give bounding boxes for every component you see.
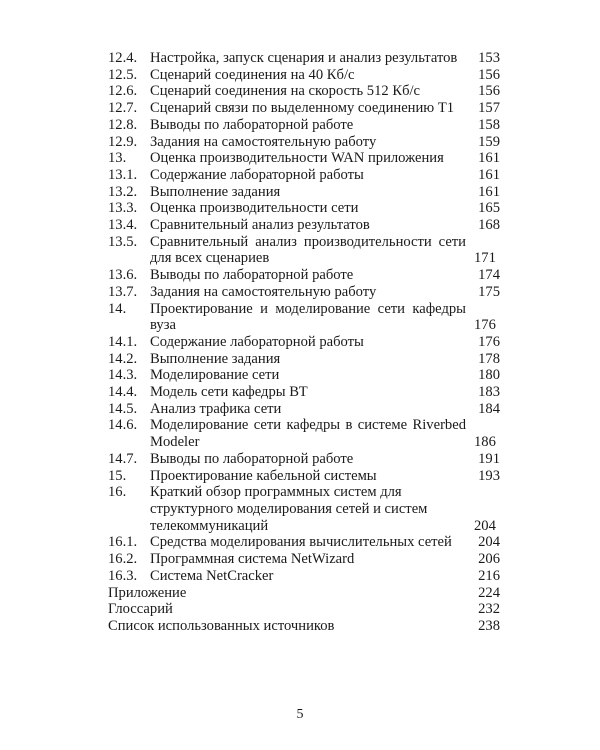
toc-entry-title: Выполнение задания [150, 350, 281, 367]
toc-entry-title: Средства моделирования вычислительных сетей [150, 534, 452, 551]
toc-entry-page: 156 [478, 66, 500, 83]
toc-entry-page: 171 [474, 250, 496, 267]
toc-entry-page: 165 [478, 200, 500, 217]
toc-entry-title: Оценка производительности WAN приложения [150, 150, 444, 167]
toc-entry-number: 16.3. [108, 567, 138, 584]
toc-entry[interactable] [108, 551, 500, 568]
toc-entry-page: 216 [478, 567, 500, 584]
toc-entry-page: 232 [478, 601, 500, 618]
toc-entry[interactable] [108, 83, 500, 100]
toc-entry[interactable] [108, 401, 500, 418]
toc-entry-number: 16.2. [108, 551, 138, 568]
toc-entry-title-line: Проектирование и моделирование сети кафедры [150, 300, 466, 317]
toc-entry-number: 13.1. [108, 166, 138, 183]
toc-entry-title-line: телекоммуникаций [150, 517, 269, 534]
toc-entry-title: Задания на самостоятельную работу [150, 283, 377, 300]
toc-entry-title: Список использованных источников [108, 617, 335, 634]
toc-entry[interactable] [108, 284, 500, 301]
toc-entry-title: Анализ трафика сети [150, 400, 282, 417]
toc-entry-title [150, 234, 500, 267]
toc-entry[interactable] [108, 167, 500, 184]
toc-entry-page: 175 [478, 283, 500, 300]
toc-entry-page: 168 [478, 217, 500, 234]
toc-entry[interactable] [108, 601, 500, 618]
toc-entry-title-line: вуза [150, 317, 176, 334]
toc-entry-title [150, 484, 500, 534]
toc-entry-number: 12.7. [108, 100, 138, 117]
page-number: 5 [296, 707, 304, 722]
toc-entry[interactable] [108, 534, 500, 551]
toc-entry-title: Настройка, запуск сценария и анализ результатов [150, 50, 458, 66]
toc-entry-page: 159 [478, 133, 500, 150]
toc-entry-number: 14.2. [108, 350, 138, 367]
toc-entry-page: 193 [478, 467, 500, 484]
toc-entry-number: 14.1. [108, 333, 138, 350]
toc-entry[interactable] [108, 334, 500, 351]
toc-entry[interactable] [108, 100, 500, 117]
toc-entry[interactable] [108, 351, 500, 368]
toc-entry-number: 13.3. [108, 200, 138, 217]
toc-entry-title-line: Моделирование сети кафедры в системе Riverbed [150, 417, 466, 434]
toc-entry-number: 16. [108, 484, 127, 501]
toc-entry-title: Выводы по лабораторной работе [150, 116, 354, 133]
toc-entry-number: 13.7. [108, 283, 138, 300]
toc-entry[interactable] [108, 568, 500, 585]
toc-entry-page: 224 [478, 584, 500, 601]
toc-entry-number: 14.6. [108, 417, 138, 434]
toc-entry-number: 15. [108, 467, 127, 484]
toc-entry[interactable] [108, 184, 500, 201]
toc-entry-number: 13.2. [108, 183, 138, 200]
toc-entry-title: Моделирование сети [150, 367, 280, 384]
toc-entry-page: 156 [478, 83, 500, 100]
toc-entry[interactable] [108, 267, 500, 284]
toc-entry-number: 14. [108, 300, 127, 317]
toc-entry[interactable] [108, 484, 500, 534]
toc-entry[interactable] [108, 117, 500, 134]
toc-entry-title: Выводы по лабораторной работе [150, 450, 354, 467]
toc-entry-title-line: Сравнительный анализ производительности сети [150, 233, 466, 250]
toc-entry-number: 14.3. [108, 367, 138, 384]
toc-entry-page: 191 [478, 450, 500, 467]
toc-entry[interactable] [108, 417, 500, 450]
toc-entry[interactable] [108, 384, 500, 401]
toc-entry-title: Сценарий соединения на скорость 512 Кб/с [150, 83, 421, 100]
toc-entry-number: 12.4. [108, 50, 138, 66]
toc-entry-title: Система NetCracker [150, 567, 274, 584]
toc-entry-page: 204 [478, 534, 500, 551]
toc-entry-title [150, 417, 500, 450]
toc-entry-page: 153 [478, 50, 500, 66]
toc-entry-title [150, 301, 500, 334]
toc-entry[interactable] [108, 67, 500, 84]
toc-entry-page: 186 [474, 434, 496, 451]
toc-entry-title: Глоссарий [108, 601, 173, 618]
toc-entry-number: 16.1. [108, 534, 138, 551]
toc-entry-title: Выводы по лабораторной работе [150, 267, 354, 284]
toc-entry[interactable] [108, 200, 500, 217]
toc-entry-title: Сценарий связи по выделенному соединению Т1 [150, 100, 455, 117]
toc-entry[interactable] [108, 618, 500, 635]
toc-entry-number: 12.8. [108, 116, 138, 133]
toc-entry-title: Выполнение задания [150, 183, 281, 200]
toc-entry[interactable] [108, 451, 500, 468]
toc-entry[interactable] [108, 217, 500, 234]
toc-entry-page: 161 [478, 183, 500, 200]
toc-entry-title-line: для всех сценариев [150, 250, 270, 267]
toc-entry-page: 161 [478, 150, 500, 167]
toc-entry-title-line: Краткий обзор программных систем для [150, 484, 402, 501]
toc-entry-page: 206 [478, 551, 500, 568]
toc-entry-page: 157 [478, 100, 500, 117]
toc-entry[interactable] [108, 585, 500, 602]
toc-entry-page: 176 [474, 317, 496, 334]
toc-entry-title: Сравнительный анализ результатов [150, 217, 370, 234]
toc-entry[interactable] [108, 367, 500, 384]
toc-entry[interactable] [108, 234, 500, 267]
toc-entry-title: Оценка производительности сети [150, 200, 359, 217]
toc-entry-number: 14.5. [108, 400, 138, 417]
toc-entry-number: 13.4. [108, 217, 138, 234]
toc-entry-title: Сценарий соединения на 40 Кб/с [150, 66, 355, 83]
toc-entry-page: 161 [478, 166, 500, 183]
toc-entry-number: 13.5. [108, 233, 138, 250]
table-of-contents [108, 50, 500, 635]
toc-entry-page: 174 [478, 267, 500, 284]
toc-entry-number: 14.7. [108, 450, 138, 467]
toc-entry-title: Проектирование кабельной системы [150, 467, 377, 484]
toc-entry-title-line: Modeler [150, 434, 200, 451]
toc-entry-title: Модель сети кафедры ВТ [150, 384, 308, 401]
toc-entry-number: 14.4. [108, 384, 138, 401]
toc-entry[interactable] [108, 468, 500, 485]
toc-entry-page: 176 [478, 333, 500, 350]
toc-entry-page: 158 [478, 116, 500, 133]
toc-entry-page: 238 [478, 617, 500, 634]
toc-entry-title: Приложение [108, 584, 187, 601]
toc-entry[interactable] [108, 150, 500, 167]
toc-entry[interactable] [108, 301, 500, 334]
toc-entry-title: Задания на самостоятельную работу [150, 133, 377, 150]
toc-entry-page: 180 [478, 367, 500, 384]
toc-entry-title: Содержание лабораторной работы [150, 333, 364, 350]
toc-entry-page: 184 [478, 400, 500, 417]
toc-entry[interactable] [108, 134, 500, 151]
toc-entry-number: 13.6. [108, 267, 138, 284]
toc-entry-title: Содержание лабораторной работы [150, 166, 364, 183]
toc-entry-title-line: структурного моделирования сетей и систем [150, 500, 428, 517]
toc-entry-page: 178 [478, 350, 500, 367]
toc-entry-number: 12.5. [108, 66, 138, 83]
toc-entry-title: Программная система NetWizard [150, 551, 355, 568]
toc-entry-number: 13. [108, 150, 127, 167]
toc-entry[interactable] [108, 50, 500, 67]
toc-entry-number: 12.9. [108, 133, 138, 150]
toc-entry-page: 204 [474, 517, 496, 534]
toc-entry-number: 12.6. [108, 83, 138, 100]
toc-entry-page: 183 [478, 384, 500, 401]
